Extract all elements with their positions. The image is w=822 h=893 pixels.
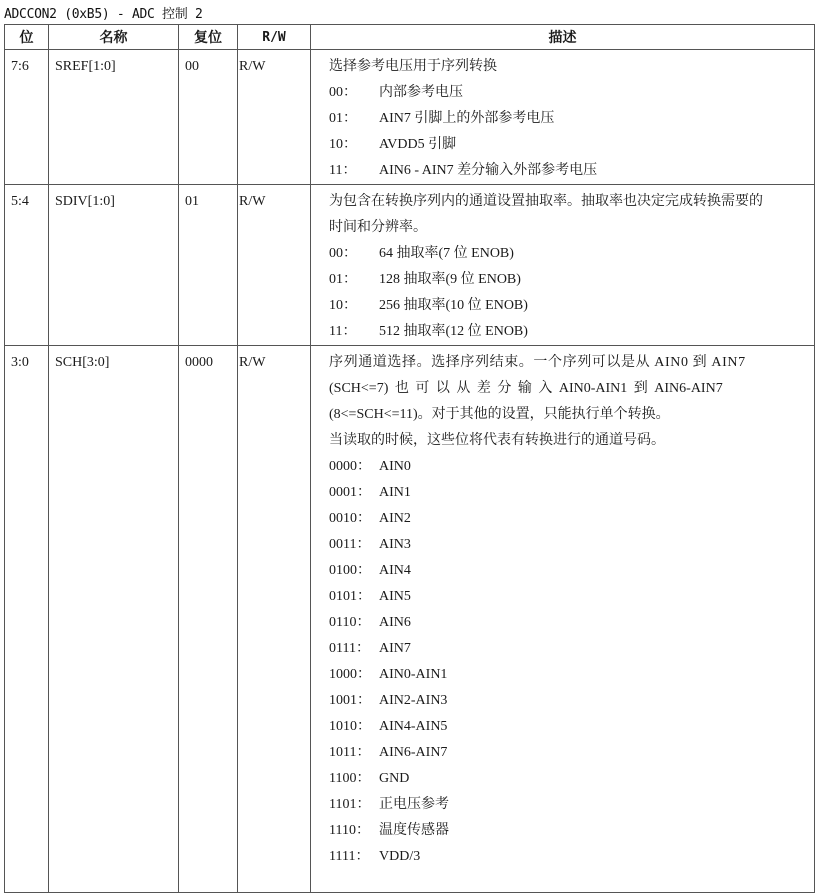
rw-cell: R/W [238, 185, 311, 346]
option-item [329, 106, 800, 132]
option-code: 0010： [329, 511, 371, 526]
option-code: 1100： [329, 771, 371, 786]
option-text: AIN2 [379, 511, 411, 526]
header-rw: R/W [238, 25, 311, 50]
name-cell: SCH[3:0] [49, 346, 179, 893]
table-row [5, 346, 815, 893]
option-item [329, 532, 800, 558]
header-name: 名称 [49, 25, 179, 50]
reset-cell: 01 [179, 185, 238, 346]
option-item [329, 319, 800, 345]
option-text: 正电压参考 [379, 797, 449, 812]
description-text: 当读取的时候，这些位将代表有转换进行的通道号码。 [329, 433, 665, 448]
option-text: AIN6 [379, 615, 411, 630]
option-code: 0101： [329, 589, 371, 604]
header-bit: 位 [5, 25, 49, 50]
option-item [329, 844, 800, 870]
option-item [329, 293, 800, 319]
register-title: ADCCON2 (0xB5) - ADC 控制 2 [4, 7, 203, 22]
option-code: 0011： [329, 537, 371, 552]
option-text: AIN7 [379, 641, 411, 656]
option-text: AIN2-AIN3 [379, 693, 448, 708]
option-text: AIN3 [379, 537, 411, 552]
description-text: 为包含在转换序列内的通道设置抽取率。抽取率也决定完成转换需要的 [329, 194, 763, 209]
reset-cell: 00 [179, 50, 238, 185]
option-item [329, 636, 800, 662]
option-text: AIN1 [379, 485, 411, 500]
option-code: 11： [329, 163, 357, 178]
option-item [329, 267, 800, 293]
option-code: 01： [329, 272, 357, 287]
option-code: 1010： [329, 719, 371, 734]
option-item [329, 506, 800, 532]
option-item [329, 662, 800, 688]
option-code: 01： [329, 111, 357, 126]
option-item [329, 584, 800, 610]
option-text: AIN0-AIN1 [379, 667, 448, 682]
description-text: (SCH<=7) 也 可 以 从 差 分 输 入 AIN0-AIN1 到 AIN6-AIN7 [329, 381, 723, 396]
option-code: 1101： [329, 797, 371, 812]
option-text: AIN5 [379, 589, 411, 604]
option-text: AIN7 引脚上的外部参考电压 [379, 111, 555, 126]
option-text: 512 抽取率(12 位 ENOB) [379, 324, 528, 339]
description-text: 序列通道选择。选择序列结束。一个序列可以是从 AIN0 到 AIN7 [329, 355, 746, 370]
option-item [329, 480, 800, 506]
option-item [329, 558, 800, 584]
option-code: 00： [329, 85, 357, 100]
option-item [329, 714, 800, 740]
option-item [329, 454, 800, 480]
option-item [329, 818, 800, 844]
option-item [329, 158, 800, 184]
option-code: 0110： [329, 615, 371, 630]
option-text: AIN4-AIN5 [379, 719, 448, 734]
option-item [329, 766, 800, 792]
description-cell [311, 346, 815, 893]
table-row [5, 185, 815, 346]
option-code: 1110： [329, 823, 370, 838]
option-item [329, 792, 800, 818]
option-code: 00： [329, 246, 357, 261]
option-code: 0111： [329, 641, 370, 656]
option-item [329, 132, 800, 158]
option-code: 1111： [329, 849, 370, 864]
option-code: 0001： [329, 485, 371, 500]
option-code: 11： [329, 324, 357, 339]
option-text: VDD/3 [379, 849, 421, 864]
table-header-row [5, 25, 815, 50]
bit-cell: 5:4 [5, 185, 49, 346]
bit-cell: 7:6 [5, 50, 49, 185]
option-code: 1001： [329, 693, 371, 708]
option-code: 0100： [329, 563, 371, 578]
rw-cell: R/W [238, 50, 311, 185]
header-reset: 复位 [179, 25, 238, 50]
name-cell: SREF[1:0] [49, 50, 179, 185]
option-text: 温度传感器 [379, 823, 449, 838]
option-text: 内部参考电压 [379, 85, 463, 100]
option-item [329, 688, 800, 714]
option-text: AIN4 [379, 563, 411, 578]
option-text: AVDD5 引脚 [379, 137, 457, 152]
option-text: AIN6-AIN7 [379, 745, 448, 760]
rw-cell: R/W [238, 346, 311, 893]
option-item [329, 80, 800, 106]
header-desc: 描述 [311, 25, 815, 50]
option-code: 1011： [329, 745, 371, 760]
option-code: 0000： [329, 459, 371, 474]
option-code: 10： [329, 137, 357, 152]
option-item [329, 241, 800, 267]
description-cell [311, 50, 815, 185]
name-cell: SDIV[1:0] [49, 185, 179, 346]
option-text: GND [379, 771, 410, 786]
description-text: (8<=SCH<=11)。对于其他的设置，只能执行单个转换。 [329, 407, 670, 422]
option-item [329, 740, 800, 766]
option-text: 256 抽取率(10 位 ENOB) [379, 298, 528, 313]
reset-cell: 0000 [179, 346, 238, 893]
table-row [5, 50, 815, 185]
option-text: AIN6 - AIN7 差分输入外部参考电压 [379, 163, 598, 178]
option-code: 1000： [329, 667, 371, 682]
bit-cell: 3:0 [5, 346, 49, 893]
option-item [329, 610, 800, 636]
option-text: 128 抽取率(9 位 ENOB) [379, 272, 521, 287]
description-text: 选择参考电压用于序列转换 [329, 59, 497, 74]
description-cell [311, 185, 815, 346]
option-code: 10： [329, 298, 357, 313]
option-text: AIN0 [379, 459, 411, 474]
register-table [4, 24, 815, 893]
option-text: 64 抽取率(7 位 ENOB) [379, 246, 514, 261]
description-text: 时间和分辨率。 [329, 220, 427, 235]
